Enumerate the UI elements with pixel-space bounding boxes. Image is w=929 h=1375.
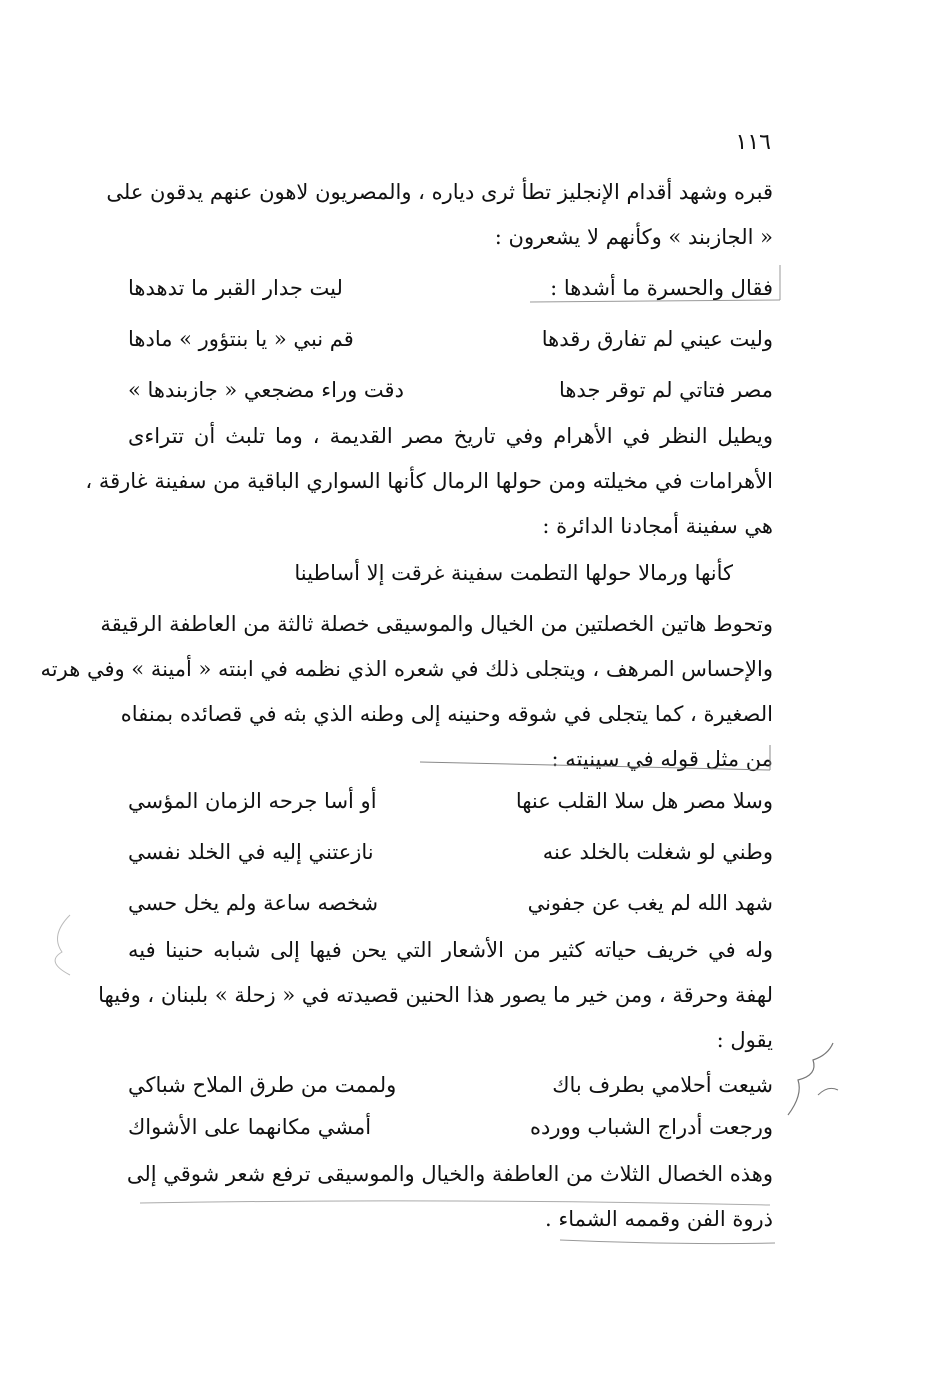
hemistich: ليت جدار القبر ما تدهدها: [128, 276, 343, 300]
text-line: من مثل قوله في سينيته :: [551, 747, 773, 771]
text-line: هي سفينة أمجادنا الدائرة :: [542, 514, 773, 538]
hemistich: دقت وراء مضجعي « جازبندها »: [128, 378, 404, 402]
text-line: والإحساس المرهف ، ويتجلى ذلك في شعره الذي نظمه في ابنته « أمينة » وفي هرته: [40, 657, 773, 681]
text-line: لهفة وحرقة ، ومن خير ما يصور هذا الحنين قصيدته في « زحلة » بلبنان ، وفيها: [98, 983, 773, 1007]
text-line: وتحوط هاتين الخصلتين من الخيال والموسيقى خصلة ثالثة من العاطفة الرقيقة: [100, 612, 773, 636]
hemistich: أو أسا جرحه الزمان المؤسي: [128, 789, 377, 813]
text-line: وله في خريف حياته كثير من الأشعار التي يحن فيها إلى شبابه حنينا فيه: [128, 938, 773, 962]
text-line: ويطيل النظر في الأهرام وفي تاريخ مصر القديمة ، وما تلبث أن تتراءى: [128, 424, 773, 448]
hemistich: وطني لو شغلت بالخلد عنه: [542, 840, 773, 864]
hemistich: فقال والحسرة ما أشدها :: [550, 276, 773, 300]
hemistich: شيعت أحلامي بطرف باك: [552, 1073, 773, 1097]
verse-line: كأنها ورمالا حولها التطمت سفينة غرقت إلا أساطينا: [294, 561, 733, 585]
hemistich: قم نبي « يا بنتؤور » مادها: [128, 327, 354, 351]
text-line: « الجازبند » وكأنهم لا يشعرون :: [494, 225, 773, 249]
hemistich: أمشي مكانهما على الأشواك: [128, 1115, 372, 1139]
hemistich: ولممت من طرق الملاح شباكي: [128, 1073, 397, 1097]
text-line: الأهرامات في مخيلته ومن حولها الرمال كأنها السواري الباقية من سفينة غارقة ،: [85, 469, 773, 493]
hemistich: مصر فتاتي لم توقر جدها: [558, 378, 773, 402]
hemistich: وليت عيني لم تفارق رقدها: [541, 327, 773, 351]
page-number: ١١٦: [735, 130, 771, 155]
hemistich: ورجعت أدراج الشباب وورده: [529, 1115, 773, 1139]
text-line: الصغيرة ، كما يتجلى في شوقه وحنينه إلى وطنه الذي بثه في قصائده بمنفاه: [120, 702, 773, 726]
hemistich: نازعتني إليه في الخلد نفسي: [128, 840, 374, 864]
hemistich: وسلا مصر هل سلا القلب عنها: [515, 789, 773, 813]
text-line: يقول :: [716, 1028, 773, 1052]
hemistich: شخصه ساعة ولم يخل حسي: [128, 891, 379, 915]
text-line: قبره وشهد أقدام الإنجليز تطأ ثرى دياره ، والمصريون لاهون عنهم يدقون على: [106, 180, 773, 204]
text-line: وهذه الخصال الثلاث من العاطفة والخيال والموسيقى ترفع شعر شوقي إلى: [126, 1162, 773, 1186]
text-line: ذروة الفن وقممه الشماء .: [545, 1207, 773, 1231]
handwritten-margin-note: [778, 1035, 848, 1125]
hemistich: شهد الله لم يغب عن جفوني: [527, 891, 773, 915]
